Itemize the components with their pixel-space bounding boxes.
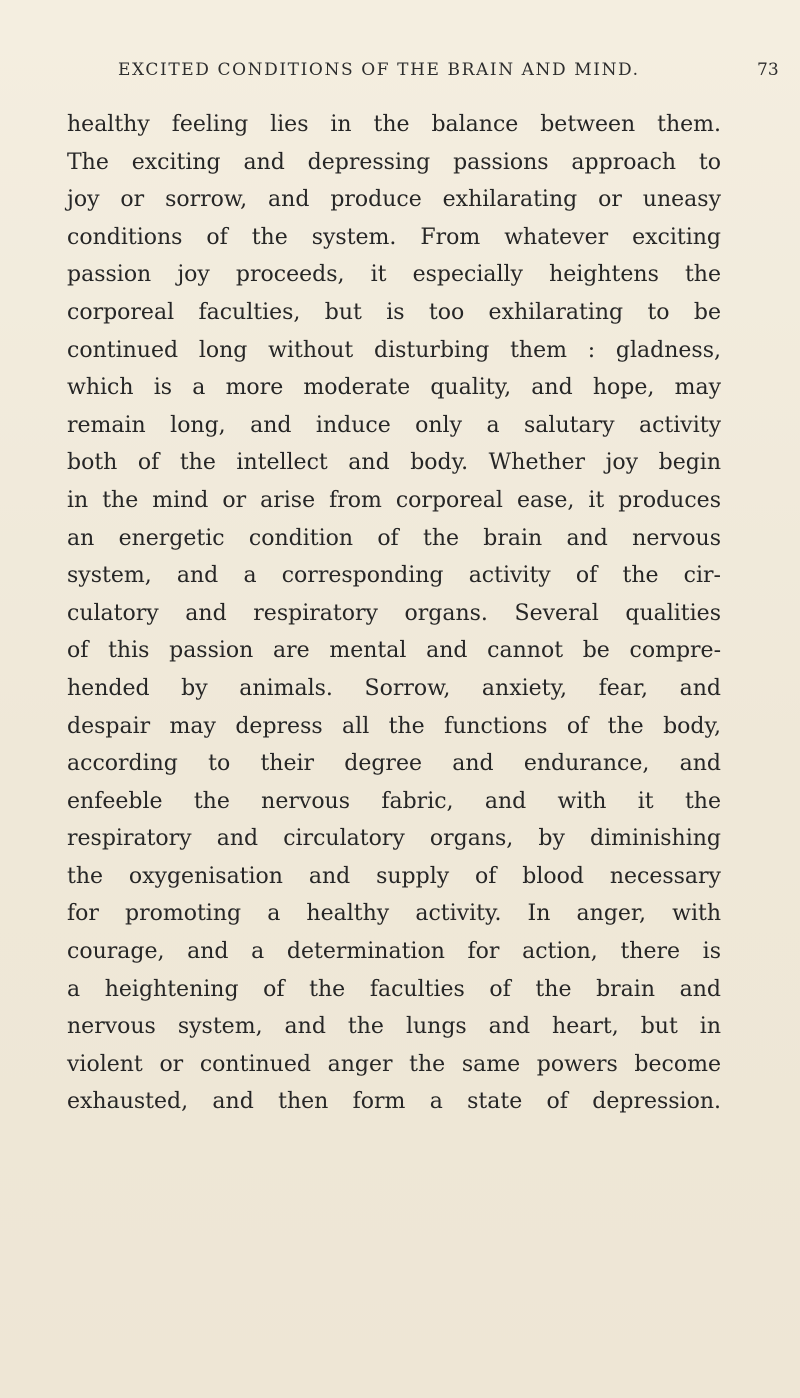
text-line: an energetic condition of the brain and nervous bbox=[67, 525, 721, 551]
page-number: 73 bbox=[757, 60, 779, 80]
text-line: the oxygenisation and supply of blood necessary bbox=[67, 863, 721, 889]
text-line: both of the intellect and body. Whether joy begin bbox=[67, 450, 721, 476]
running-head: EXCITED CONDITIONS OF THE BRAIN AND MIND. bbox=[118, 60, 640, 80]
page-header bbox=[0, 60, 800, 90]
text-line: of this passion are mental and cannot be compre- bbox=[67, 638, 721, 664]
text-line: system, and a corresponding activity of the cir- bbox=[67, 563, 721, 589]
text-line: courage, and a determination for action, there is bbox=[67, 939, 721, 965]
text-line: in the mind or arise from corporeal ease, it produces bbox=[67, 487, 721, 513]
text-line: hended by animals. Sorrow, anxiety, fear, and bbox=[67, 675, 721, 701]
text-line: for promoting a healthy activity. In anger, with bbox=[67, 901, 721, 927]
text-line: violent or continued anger the same powers become bbox=[67, 1051, 721, 1077]
text-line: continued long without disturbing them : gladness, bbox=[67, 337, 721, 363]
text-line: nervous system, and the lungs and heart, but in bbox=[67, 1014, 721, 1040]
text-line: according to their degree and endurance, and bbox=[67, 751, 721, 777]
text-line: culatory and respiratory organs. Several qualities bbox=[67, 600, 721, 626]
text-line: enfeeble the nervous fabric, and with it the bbox=[67, 788, 721, 814]
text-line: despair may depress all the functions of the body, bbox=[67, 713, 721, 739]
text-line: respiratory and circulatory organs, by diminishing bbox=[67, 826, 721, 852]
text-line: a heightening of the faculties of the brain and bbox=[67, 976, 721, 1002]
text-line: healthy feeling lies in the balance between them. bbox=[67, 112, 721, 137]
text-line: passion joy proceeds, it especially heightens the bbox=[67, 262, 721, 288]
text-line: remain long, and induce only a salutary activity bbox=[67, 412, 721, 438]
text-line: The exciting and depressing passions approach to bbox=[67, 149, 721, 175]
text-line: exhausted, and then form a state of depression. bbox=[67, 1089, 721, 1115]
body-paragraph bbox=[67, 106, 721, 1121]
text-line: joy or sorrow, and produce exhilarating or uneasy bbox=[67, 187, 721, 213]
text-line: conditions of the system. From whatever exciting bbox=[67, 224, 721, 250]
text-line: which is a more moderate quality, and hope, may bbox=[67, 375, 721, 401]
text-line: corporeal faculties, but is too exhilarating to be bbox=[67, 299, 721, 325]
